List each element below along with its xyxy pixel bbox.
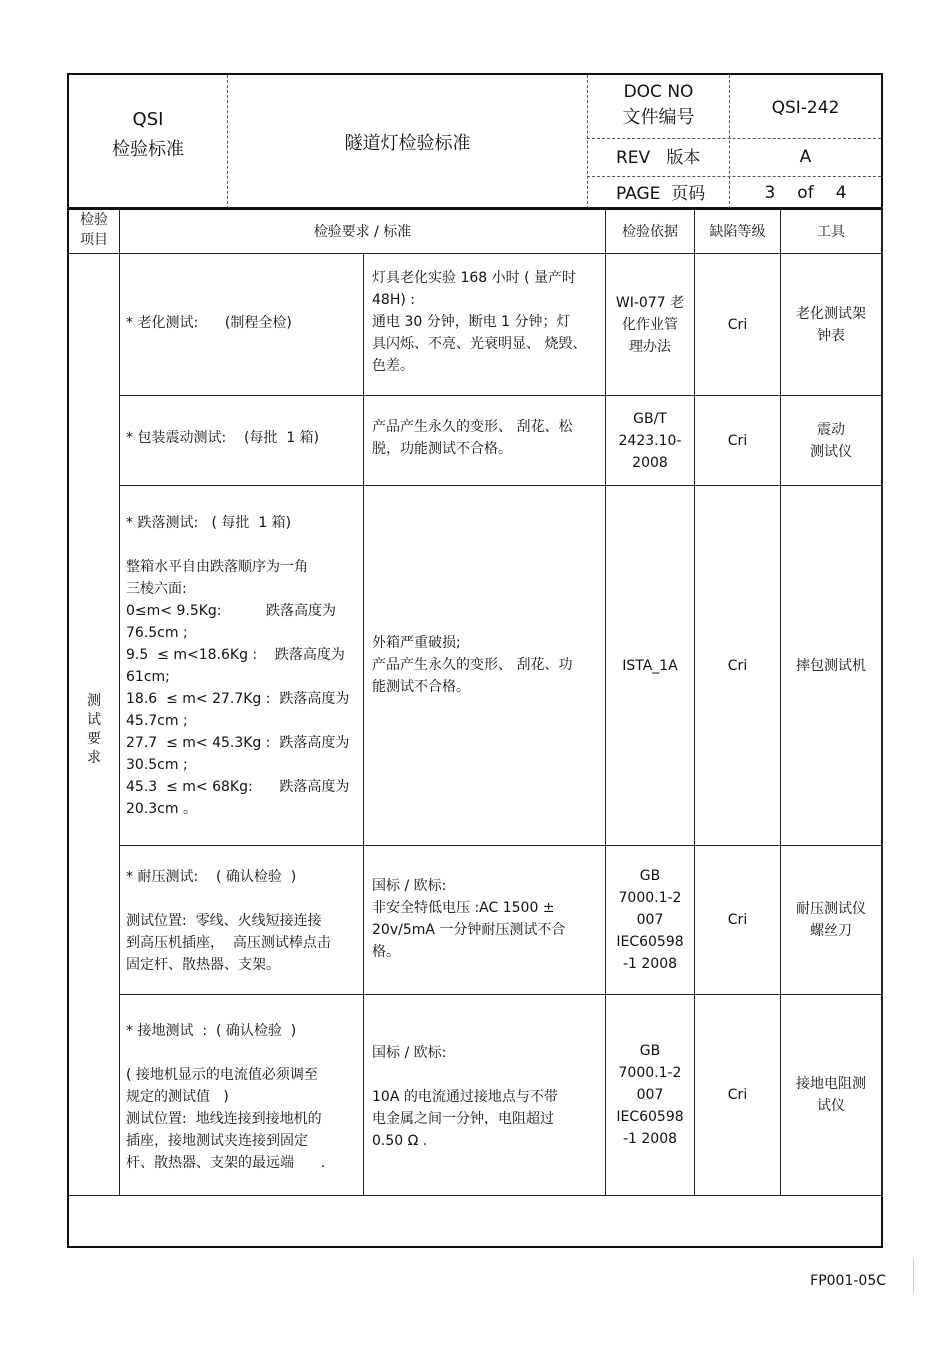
col-header-basis: 检验依据 <box>622 223 678 240</box>
table-row <box>120 846 881 994</box>
row-basis: GB/T 2423.10- 2008 <box>618 410 682 471</box>
doc-no-label-en: DOC NO <box>623 82 694 102</box>
doc-no-label <box>588 76 729 136</box>
row-level: Cri <box>727 657 748 674</box>
header-hline-1 <box>587 138 881 139</box>
page-total: 4 <box>835 183 847 203</box>
page-number <box>730 179 881 207</box>
row-test: * 接地测试 : ( 确认检验 ) ( 接地机显示的电流值必须调至 规定的测试值 ) 测试位置: 地线连接到接地机的 插座，接地测试夹连接到固定 杆、散热器、支架的最远端 . <box>126 1023 326 1171</box>
page-label: PAGE 页码 <box>616 184 706 204</box>
rev-value: A <box>799 147 812 167</box>
page-edge-mark <box>913 1258 914 1294</box>
table-row <box>120 254 881 395</box>
col-header-tool: 工具 <box>817 223 845 240</box>
row-tool: 接地电阻测 试仪 <box>796 1076 866 1114</box>
row-test: * 老化测试: (制程全检) <box>126 315 292 331</box>
row-standard: 国标 / 欧标: 非安全特低电压 :AC 1500 ± 20v/5mA 一分钟耐压测试不合 格。 <box>372 878 566 960</box>
page-of: of <box>797 183 814 203</box>
row-basis: GB 7000.1-2 007 IEC60598 -1 2008 <box>616 868 684 972</box>
row-standard: 产品产生永久的变形、 刮花、松 脱，功能测试不合格。 <box>372 419 573 457</box>
org-code: QSI <box>132 109 164 130</box>
row-standard: 外箱严重破损; 产品产生永久的变形、 刮花、功 能测试不合格。 <box>372 635 573 695</box>
row-standard: 灯具老化实验 168 小时 ( 量产时 48H) : 通电 30 分钟，断电 1 分钟；灯 具闪烁、不亮、光衰明显、 烧毁、 色差。 <box>372 270 587 374</box>
table-row <box>120 396 881 485</box>
header-hline-2 <box>587 176 881 177</box>
row-level: Cri <box>727 316 748 333</box>
col-header-requirement: 检验要求 / 标准 <box>313 223 412 240</box>
row-tool: 震动 测试仪 <box>810 421 852 460</box>
row-test: * 包装震动测试: (每批 1 箱) <box>126 430 320 446</box>
row-test: * 耐压测试: ( 确认检验 ) 测试位置: 零线、火线短接连接 到高压机插座， 高压测试棒点击 固定杆、散热器、支架。 <box>126 869 331 973</box>
row-basis: WI-077 老 化作业管 理办法 <box>615 294 685 355</box>
doc-no-value: QSI-242 <box>771 98 840 118</box>
form-code: FP001-05C <box>810 1273 886 1289</box>
table-row <box>120 995 881 1195</box>
row-standard: 国标 / 欧标: 10A 的电流通过接地点与不带 电金属之间一分钟，电阻超过 0.50 Ω . <box>372 1045 558 1149</box>
row-basis: GB 7000.1-2 007 IEC60598 -1 2008 <box>616 1043 684 1147</box>
col-rule-right <box>881 209 883 1197</box>
row-test: * 跌落测试: ( 每批 1 箱) 整箱水平自由跌落顺序为一角 三棱六面: 0≤m< 9.5Kg: 跌落高度为 76.5cm ; 9.5 ≤ m<18.6Kg : 跌落高度为 61cm; 18.6 ≤ m< 27.7Kg : 跌落高度为 45.7cm ; 27.7 ≤ m< 45.3Kg : 跌落高度为 30.5cm ; 45.3 ≤ m< 68Kg: 跌落高度为 20.3cm 。 <box>126 515 350 817</box>
page-current: 3 <box>764 183 776 203</box>
row-level: Cri <box>727 912 748 928</box>
org-block <box>69 100 227 170</box>
section-label: 测 试 要 求 <box>87 693 101 766</box>
row-tool: 耐压测试仪 螺丝刀 <box>796 901 866 939</box>
row-level: Cri <box>727 432 748 449</box>
doc-title: 隧道灯检验标准 <box>344 133 471 154</box>
table-bottom-rule <box>67 1195 883 1196</box>
row-level: Cri <box>727 1087 748 1103</box>
col-header-item: 检验 项目 <box>80 212 108 248</box>
col-header-level: 缺陷等级 <box>709 223 766 240</box>
row-basis: ISTA_1A <box>622 657 678 674</box>
rev-label: REV 版本 <box>616 148 701 168</box>
doc-no-label-cn: 文件编号 <box>622 107 695 128</box>
org-title: 检验标准 <box>112 139 184 160</box>
table-row <box>120 486 881 845</box>
row-tool: 摔包测试机 <box>796 657 866 674</box>
row-tool: 老化测试架 钟表 <box>796 305 866 344</box>
